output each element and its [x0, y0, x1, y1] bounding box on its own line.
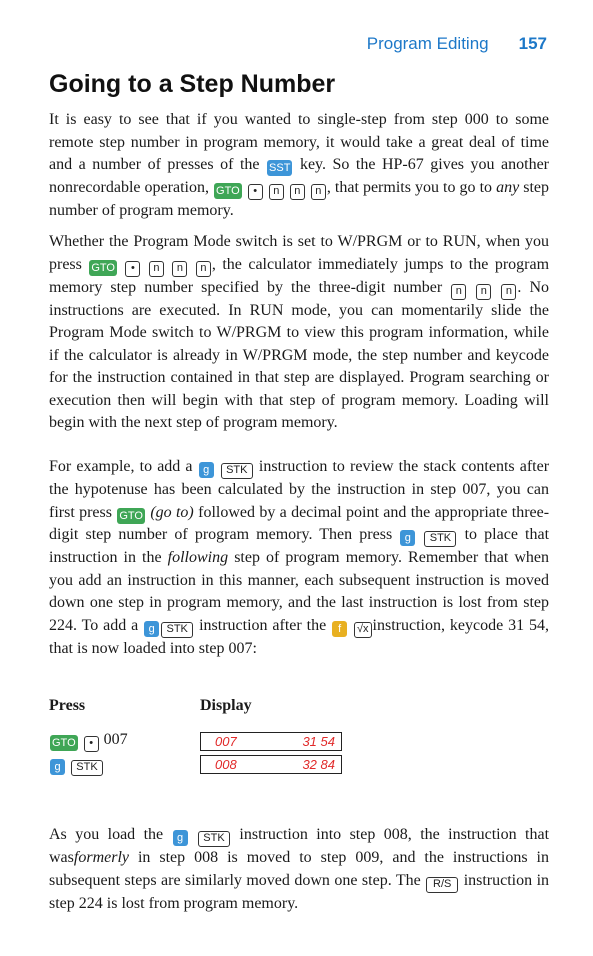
display-keycode: 31 54	[302, 734, 335, 749]
paragraph-intro: It is easy to see that if you wanted to single-step from step 000 to some remote step number in program memory, it would take a great deal of time and a number of presses of the SST key. So the HP-67 gives you another nonrecordable operation, GTO • n n n , that permits you to go to any step number of program memory.	[49, 111, 550, 219]
step-number: 007	[103, 731, 128, 748]
press-column-header: Press	[49, 697, 86, 714]
n-key-icon: n	[196, 261, 211, 277]
paragraph-example: For example, to add a g STK instruction to review the stack contents after the hypotenuse has been calculated by the instruction in step 007, you can first press GTO (go to) followed by a decimal point and the appropriate three-digit step number of program memory. Then press g STK to place that instruction in the following step of program memory. Remember that when you add an instruction in this manner, each subsequent instruction is moved down one step in program memory, and the last instruction is lost from step 224. To add a g STK instruction after the f √x instruction, keycode 31 54, that is now loaded into step 007:	[49, 458, 550, 657]
n-key-icon: n	[290, 184, 305, 200]
n-key-icon: n	[476, 284, 491, 300]
gto-key-icon: GTO	[216, 184, 240, 197]
stk-key-icon: STK	[198, 831, 230, 847]
display-readout	[200, 755, 342, 774]
g-key-icon: g	[173, 830, 188, 846]
display-step: 007	[215, 734, 237, 749]
gto-key-icon: GTO	[52, 737, 76, 749]
display-keycode: 32 84	[302, 757, 335, 772]
g-key-icon: g	[400, 530, 415, 546]
n-key-icon: n	[451, 284, 466, 300]
page-title: Going to a Step Number	[49, 70, 336, 98]
section-title: Program Editing	[366, 34, 489, 53]
paragraph-program-mode: Whether the Program Mode switch is set to W/PRGM or to RUN, when you press GTO • n n n , the calculator immediately jumps to the program memory step number specified by the three-digit number n n n . No instructions are executed. In RUN mode, you can momentarily slide the Program Mode switch to W/PRGM to view this program information, while if the calculator is already in W/PRGM mode, the step number and keycode for the instruction contained in that step are displayed. Program searching or execution then will begin with that step of program memory. Loading will begin with the next step of program memory.	[49, 233, 550, 431]
paragraph-conclusion: As you load the g STK instruction into step 008, the instruction that wasformerly in step 008 is moved to step 009, and the instructions in subsequent steps are similarly moved down one step. The R/S instruction in step 224 is lost from program memory.	[49, 826, 550, 912]
g-key-icon: g	[50, 759, 65, 775]
decimal-key-icon: •	[84, 736, 99, 752]
keystroke-row	[49, 755, 104, 776]
stk-key-icon: STK	[161, 622, 193, 638]
n-key-icon: n	[149, 261, 164, 277]
keystroke-row	[49, 731, 128, 752]
decimal-key-icon: •	[248, 184, 263, 200]
n-key-icon: n	[172, 261, 187, 277]
display-readout	[200, 732, 342, 751]
f-key-icon: f	[332, 621, 347, 637]
n-key-icon: n	[311, 184, 326, 200]
stk-key-icon: STK	[424, 531, 456, 547]
sst-key-icon: SST	[269, 162, 291, 174]
g-key-icon: g	[199, 462, 214, 478]
n-key-icon: n	[269, 184, 284, 200]
running-header	[367, 34, 547, 54]
page-number: 157	[518, 34, 547, 53]
decimal-key-icon: •	[125, 261, 140, 277]
stk-key-icon: STK	[71, 760, 103, 776]
run-stop-key-icon: R/S	[426, 877, 458, 893]
gto-key-icon: GTO	[119, 509, 143, 522]
display-step: 008	[215, 757, 237, 772]
stk-key-icon: STK	[221, 463, 253, 479]
display-column-header: Display	[200, 697, 252, 714]
gto-key-icon: GTO	[91, 261, 115, 274]
sqrt-key-icon: √x	[354, 622, 372, 638]
n-key-icon: n	[501, 284, 516, 300]
g-key-icon: g	[144, 621, 159, 637]
